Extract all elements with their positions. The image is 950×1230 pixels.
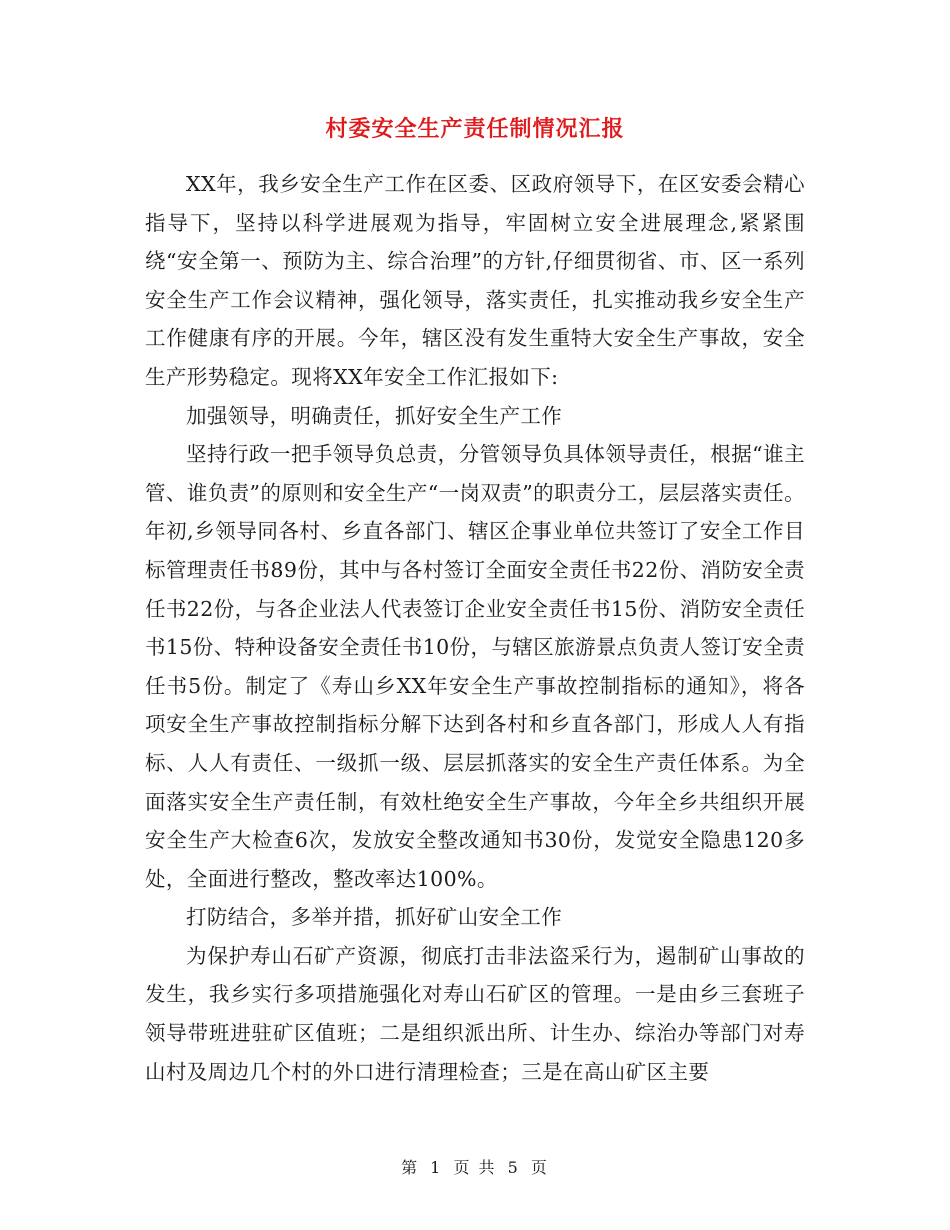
document-title: 村委安全生产责任制情况汇报: [325, 116, 625, 142]
section-heading-mining: 打防结合，多举并措，抓好矿山安全工作: [186, 905, 563, 930]
page-label-suffix: 页: [530, 1158, 549, 1177]
paragraph-intro: XX年，我乡安全生产工作在区委、区政府领导下，在区安委会精心指导下，坚持以科学进展观为指导，牢固树立安全进展理念,紧紧围绕“安全第一、预防为主、综合治理”的方针,仔细贯彻省、市、区一系列安全生产工作会议精神，强化领导，落实责任，扎实推动我乡安全生产工作健康有序的开展。今年，辖区没有发生重特大安全生产事故，安全生产形势稳定。现将XX年安全工作汇报如下:: [145, 172, 805, 389]
paragraph-responsibility: 坚持行政一把手领导负总责，分管领导负具体领导责任，根据“谁主管、谁负责”的原则和安全生产“一岗双责”的职责分工，层层落实责任。年初,乡领导同各村、乡直各部门、辖区企事业单位共签订了安全工作目标管理责任书89份，其中与各村签订全面安全责任书22份、消防安全责任书22份，与各企业法人代表签订企业安全责任书15份、消防安全责任书15份、特种设备安全责任书10份，与辖区旅游景点负责人签订安全责任书5份。制定了《寿山乡XX年安全生产事故控制指标的通知》，将各项安全生产事故控制指标分解下达到各村和乡直各部门，形成人人有指标、人人有责任、一级抓一级、层层抓落实的安全生产责任体系。为全面落实安全生产责任制，有效杜绝安全生产事故，今年全乡共组织开展安全生产大检查6次，发放安全整改通知书30份，发觉安全隐患120多处，全面进行整改，整改率达100%。: [145, 442, 805, 891]
document-body: [145, 165, 805, 1091]
page-footer: [0, 1155, 950, 1178]
page-label-prefix: 第: [401, 1158, 420, 1177]
current-page-number: 1: [430, 1158, 443, 1177]
paragraph-mining: 为保护寿山石矿产资源，彻底打击非法盗采行为，遏制矿山事故的发生，我乡实行多项措施强化对寿山石矿区的管理。一是由乡三套班子领导带班进驻矿区值班；二是组织派出所、计生办、综治办等部门对寿山村及周边几个村的外口进行清理检查；三是在高山矿区主要: [145, 943, 805, 1084]
total-pages-number: 5: [507, 1158, 520, 1177]
page-label-mid: 页 共: [453, 1158, 497, 1177]
section-heading-leadership: 加强领导，明确责任，抓好安全生产工作: [186, 403, 563, 428]
